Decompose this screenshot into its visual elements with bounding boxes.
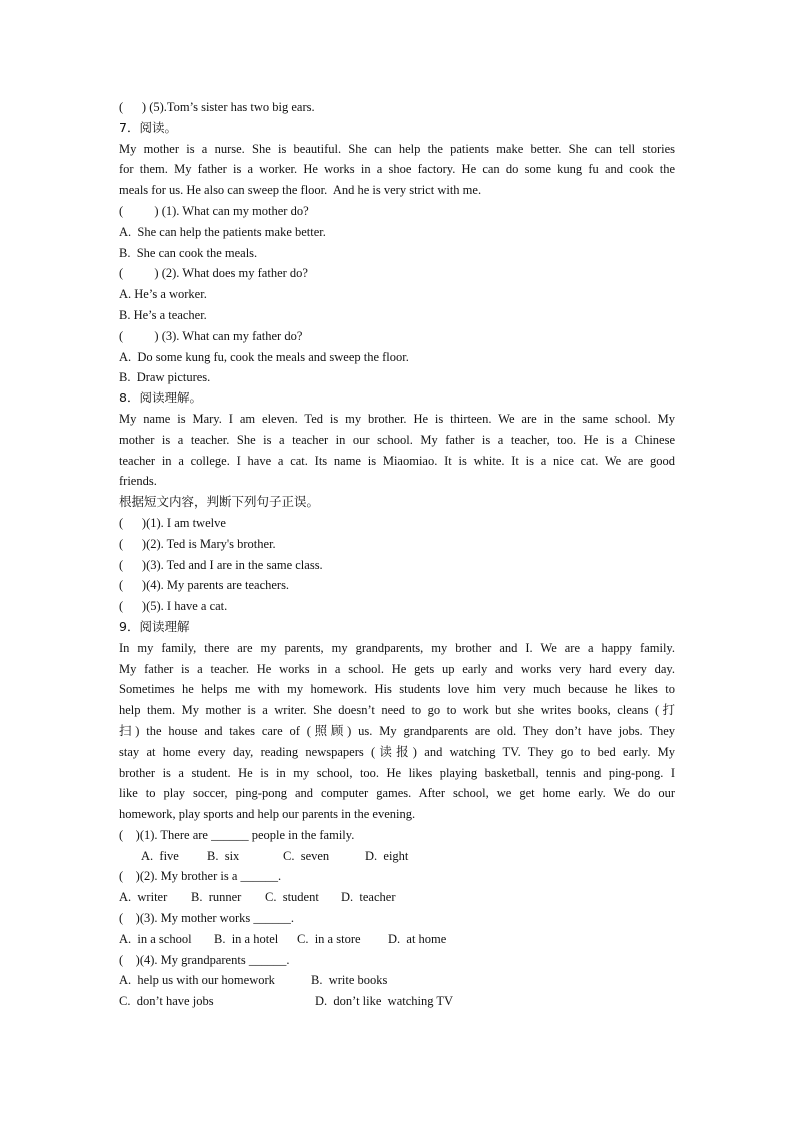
s7-q1-option-a: A. She can help the patients make better.: [119, 224, 326, 239]
s8-item-5: ( )(5). I have a cat.: [119, 599, 228, 614]
option-b: B. six: [207, 848, 240, 863]
section-9-passage: [119, 638, 675, 825]
passage-line: help them. My mother is a writer. She doesn’t need to go to work but she writes books, cleans (打: [119, 703, 675, 718]
passage-line: brother is a student. He is in my school, too. He likes playing basketball, tennis and ping-pong. I: [119, 765, 675, 780]
option-a: A. in a school: [119, 931, 192, 946]
option-d: D. eight: [365, 848, 409, 863]
option-b: B. in a hotel: [214, 931, 279, 946]
option-b: B. write books: [311, 973, 388, 988]
passage-line: mother is a teacher. She is a teacher in our school. My father is a teacher, too. He is a Chinese: [119, 432, 675, 447]
section-9-heading: 9．阅读理解: [119, 618, 190, 634]
section-7-heading: 7．阅读。: [119, 119, 177, 135]
s7-q2-option-a: A. He’s a worker.: [119, 287, 207, 302]
passage-line: My mother is a nurse. She is beautiful. She can help the patients make better. She can tell stories: [119, 141, 675, 156]
s9-q4-options-row-1: [119, 970, 675, 991]
section-8-heading: 8．阅读理解。: [119, 390, 202, 406]
option-c: C. student: [265, 890, 319, 905]
section-8-passage: [119, 409, 675, 492]
s7-q3-option-a: A. Do some kung fu, cook the meals and sweep the floor.: [119, 349, 409, 364]
option-a: A. five: [141, 848, 179, 863]
option-b: B. runner: [191, 890, 242, 905]
option-c: C. in a store: [297, 931, 361, 946]
s8-item-2: ( )(2). Ted is Mary's brother.: [119, 536, 276, 551]
passage-line: teacher in a college. I have a cat. Its name is Miaomiao. It is white. It is a nice cat. We are good: [119, 453, 675, 468]
passage-line: homework, play sports and help our parents in the evening.: [119, 807, 416, 822]
s9-question-3: ( )(3). My mother works ______.: [119, 911, 294, 926]
option-c: C. don’t have jobs: [119, 994, 214, 1009]
s7-question-1: ( ) (1). What can my mother do?: [119, 203, 309, 218]
s9-question-4: ( )(4). My grandparents ______.: [119, 952, 290, 967]
s9-q1-options: [119, 846, 675, 867]
s9-q2-options: [119, 887, 675, 908]
s9-q4-options-row-2: [119, 991, 675, 1012]
passage-line: Sometimes he helps me with my homework. His students love him very much because he likes to: [119, 682, 675, 697]
passage-line: meals for us. He also can sweep the floor. And he is very strict with me.: [119, 183, 482, 198]
s9-question-2: ( )(2). My brother is a ______.: [119, 869, 282, 884]
option-d: D. teacher: [341, 890, 396, 905]
s7-q3-option-b: B. Draw pictures.: [119, 370, 211, 385]
passage-line: My father is a teacher. He works in a school. He gets up early and works very hard every day.: [119, 661, 675, 676]
option-d: D. don’t like watching TV: [315, 994, 454, 1009]
q6-item-5: ( ) (5).Tom’s sister has two big ears.: [119, 100, 315, 114]
s7-question-3: ( ) (3). What can my father do?: [119, 328, 303, 343]
passage-line: My name is Mary. I am eleven. Ted is my brother. He is thirteen. We are in the same school. My: [119, 411, 675, 426]
passage-line: stay at home every day, reading newspapers (读报) and watching TV. They go to bed early. My: [119, 744, 675, 759]
s9-question-1: ( )(1). There are ______ people in the family.: [119, 827, 355, 842]
passage-line: like to play soccer, ping-pong and computer games. After school, we get home early. We do our: [119, 786, 675, 801]
s7-q2-option-b: B. He’s a teacher.: [119, 307, 207, 322]
passage-line: for them. My father is a worker. He works in a shoe factory. He can do some kung fu and cook the: [119, 162, 675, 177]
passage-line: In my family, there are my parents, my grandparents, my brother and I. We are a happy family.: [119, 640, 675, 655]
s7-q1-option-b: B. She can cook the meals.: [119, 245, 258, 260]
s8-item-1: ( )(1). I am twelve: [119, 515, 226, 530]
passage-line: 扫) the house and takes care of (照顾) us. My grandparents are old. They don’t have jobs. They: [119, 723, 675, 738]
s8-item-3: ( )(3). Ted and I are in the same class.: [119, 557, 323, 572]
passage-line: friends.: [119, 474, 157, 489]
s8-item-4: ( )(4). My parents are teachers.: [119, 578, 290, 593]
option-a: A. writer: [119, 890, 168, 905]
option-d: D. at home: [388, 931, 447, 946]
section-8-instruction: 根据短文内容，判断下列句子正误。: [119, 494, 320, 510]
section-7-passage: [119, 139, 675, 201]
document-page: [119, 97, 675, 1012]
option-a: A. help us with our homework: [119, 973, 275, 988]
option-c: C. seven: [283, 848, 330, 863]
s9-q3-options: [119, 929, 675, 950]
s7-question-2: ( ) (2). What does my father do?: [119, 266, 308, 281]
